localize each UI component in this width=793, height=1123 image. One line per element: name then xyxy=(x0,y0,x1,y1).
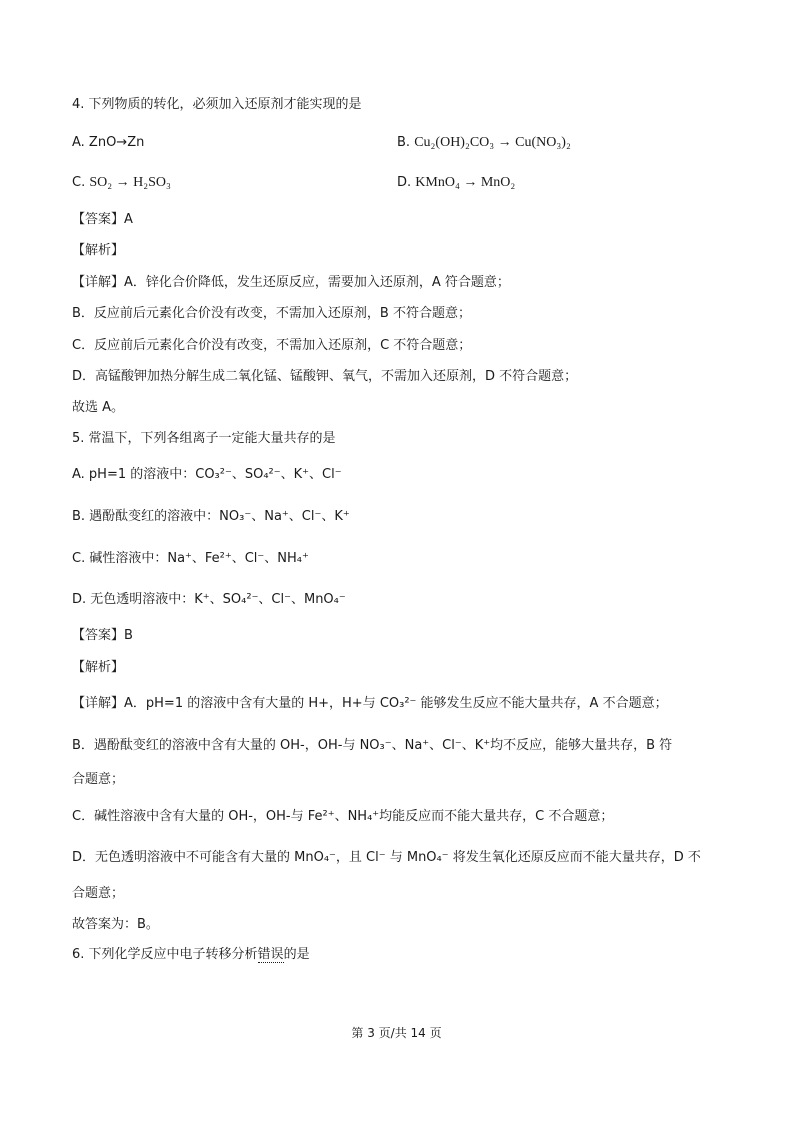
q5-detail-d-line1: D．无色透明溶液中不可能含有大量的 MnO₄⁻，且 Cl⁻ 与 MnO₄⁻ 将发生氧化还原反应而不能大量共存，D 不 xyxy=(72,850,701,865)
q4-option-d-label: D. xyxy=(397,175,412,190)
q4-answer: 【答案】A xyxy=(72,212,133,227)
q5-answer: 【答案】B xyxy=(72,628,133,643)
q6-stem-emphasis: 错误 xyxy=(257,947,284,962)
q5-detail-d-line2: 合题意； xyxy=(72,886,125,901)
page-footer: 第 3 页/共 14 页 xyxy=(351,1026,442,1040)
q4-conclusion: 故选 A。 xyxy=(72,400,125,415)
q4-stem: 4. 下列物质的转化，必须加入还原剂才能实现的是 xyxy=(72,97,362,112)
q5-stem: 5. 常温下，下列各组离子一定能大量共存的是 xyxy=(72,431,336,446)
q4-option-b xyxy=(397,134,571,152)
q4-detail-a: 【详解】A．锌化合价降低，发生还原反应，需要加入还原剂，A 符合题意； xyxy=(72,275,510,290)
q4-analysis-heading: 【解析】 xyxy=(72,243,125,258)
q5-detail-c: C．碱性溶液中含有大量的 OH-，OH-与 Fe²⁺、NH₄⁺均能反应而不能大量共存，C 不合题意； xyxy=(72,809,614,824)
q6-stem-pre: 6. 下列化学反应中电子转移分析 xyxy=(72,947,258,962)
q4-option-d xyxy=(397,174,515,192)
q4-option-c-formula: SO₂ → H₂SO₃ xyxy=(89,175,171,190)
q4-detail-d: D．高锰酸钾加热分解生成二氧化锰、锰酸钾、氧气，不需加入还原剂，D 不符合题意； xyxy=(72,369,578,384)
q5-option-b: B. 遇酚酞变红的溶液中：NO₃⁻、Na⁺、Cl⁻、K⁺ xyxy=(72,509,350,524)
q6-stem xyxy=(72,946,310,964)
q5-option-d: D. 无色透明溶液中：K⁺、SO₄²⁻、Cl⁻、MnO₄⁻ xyxy=(72,592,346,607)
q5-option-a: A. pH=1 的溶液中：CO₃²⁻、SO₄²⁻、K⁺、Cl⁻ xyxy=(72,467,342,482)
q4-option-a: A. ZnO→Zn xyxy=(72,135,145,150)
q5-analysis-heading: 【解析】 xyxy=(72,660,125,675)
q4-option-b-formula: Cu₂(OH)₂CO₃ → Cu(NO₃)₂ xyxy=(414,135,571,150)
q4-option-c-label: C. xyxy=(72,175,86,190)
q5-conclusion: 故答案为：B。 xyxy=(72,917,159,932)
q5-detail-b-line2: 合题意； xyxy=(72,772,125,787)
q4-option-d-formula: KMnO₄ → MnO₂ xyxy=(415,175,516,190)
q4-option-c xyxy=(72,174,171,192)
q6-stem-post: 的是 xyxy=(283,947,310,962)
q4-detail-c: C．反应前后元素化合价没有改变，不需加入还原剂，C 不符合题意； xyxy=(72,338,472,353)
q5-detail-a: 【详解】A．pH=1 的溶液中含有大量的 H+，H+与 CO₃²⁻ 能够发生反应不能大量共存，A 不合题意； xyxy=(72,696,668,711)
q4-option-b-label: B. xyxy=(397,135,411,150)
q5-detail-b-line1: B．遇酚酞变红的溶液中含有大量的 OH-，OH-与 NO₃⁻、Na⁺、Cl⁻、K⁺均不反应，能够大量共存，B 符 xyxy=(72,738,673,753)
q5-option-c: C. 碱性溶液中：Na⁺、Fe²⁺、Cl⁻、NH₄⁺ xyxy=(72,551,309,566)
q4-detail-b: B．反应前后元素化合价没有改变，不需加入还原剂，B 不符合题意； xyxy=(72,306,471,321)
